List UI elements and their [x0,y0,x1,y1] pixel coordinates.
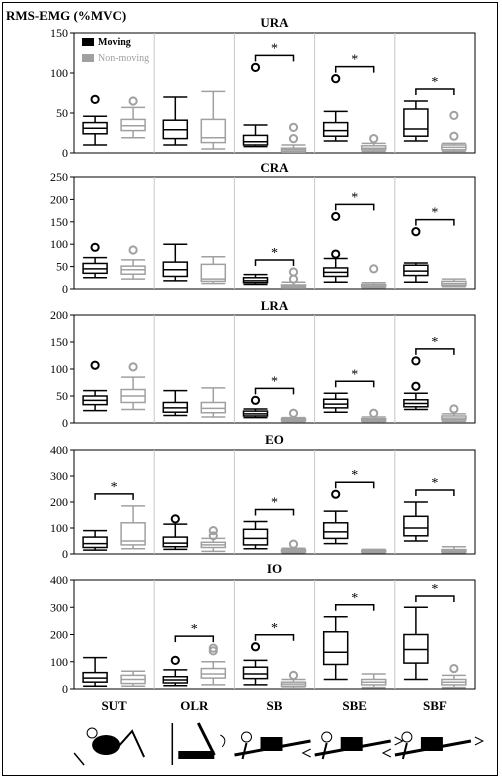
outlier-point [332,491,339,498]
y-tick-label: 50 [56,106,68,120]
y-tick-label: 400 [50,573,68,587]
box-moving-sb [244,643,268,685]
significance-bracket [336,468,374,488]
iqr-box [83,537,107,547]
box-non-moving-olr [201,645,225,685]
box-non-moving-sut [121,363,145,409]
outlier-point [290,672,297,679]
box-non-moving-sbf [442,547,466,553]
task-label-sbe: SBE [342,698,367,713]
box-moving-sbf [404,607,428,679]
significance-star: * [431,75,439,90]
outlier-point [450,133,457,140]
box-moving-sut [83,658,107,687]
outlier-point [92,362,99,369]
panel-io [50,561,475,696]
significance-star: * [190,622,198,638]
motion-arrow-left [383,749,391,757]
outlier-point [252,64,259,71]
box-moving-olr [163,515,187,549]
box-non-moving-sbe [362,135,386,151]
box-non-moving-sb [282,541,306,553]
box-non-moving-sb [282,410,306,422]
motion-arrow-right [395,737,403,745]
outlier-point [290,410,297,417]
box-non-moving-sbf [442,112,466,152]
panel-cra [50,160,475,296]
legend [82,37,149,64]
box-moving-sbf [404,357,428,409]
significance-star: * [351,52,359,68]
head [402,732,412,742]
panel-title: IO [266,561,283,576]
iqr-box [404,109,428,136]
significance-bracket [256,246,294,266]
box-moving-sut [83,96,107,145]
outlier-point [370,265,377,272]
y-tick-label: 100 [50,521,68,535]
panel-ura [50,15,475,160]
significance-bracket [256,41,294,61]
significance-star: * [351,367,359,383]
task-label-sbf: SBF [422,698,447,713]
y-tick-label: 0 [62,416,68,430]
y-tick-label: 100 [50,362,68,376]
box-non-moving-sbf [442,665,466,688]
legend-label: Moving [98,37,131,48]
head [242,732,252,742]
legend-label: Non-moving [98,53,150,64]
box-moving-sbf [404,101,428,141]
panel-title: URA [260,15,289,30]
significance-bracket [175,622,213,642]
significance-star: * [271,41,278,57]
y-tick-label: 0 [62,146,68,160]
y-tick-label: 0 [62,547,68,561]
outlier-point [130,97,137,104]
outlier-point [332,75,339,82]
outlier-point [332,250,339,257]
y-tick-label: 100 [50,66,68,80]
torso [178,751,214,759]
box-moving-sb [244,522,268,549]
y-tick-label: 100 [50,654,68,669]
significance-star: * [110,479,118,495]
legs [116,731,144,757]
significance-bracket [416,476,454,496]
y-tick-label: 150 [50,335,68,349]
box-non-moving-sbe [362,549,386,552]
box-moving-sb [244,275,268,285]
significance-bracket [336,367,374,387]
outlier-point [450,665,457,672]
outlier-point [252,397,259,404]
box-non-moving-sbe [362,674,386,688]
box-non-moving-sut [121,97,145,137]
box-non-moving-olr [201,527,225,551]
significance-bracket [336,190,374,210]
outlier-point [450,112,457,119]
box-moving-olr [163,657,187,686]
box-non-moving-sut [121,671,145,686]
y-tick-label: 100 [50,237,68,252]
one-leg-raise-figure [172,723,225,765]
significance-star: * [431,582,439,597]
box-moving-sbe [324,75,348,141]
outlier-point [290,541,297,548]
significance-star: * [431,205,439,221]
outlier-point [92,244,99,251]
significance-bracket [416,75,454,95]
box-moving-sut [83,244,107,278]
outlier-point [130,246,137,253]
head [322,732,332,742]
significance-bracket [416,335,454,355]
y-tick-label: 300 [50,600,68,615]
task-illustrations [74,723,483,765]
y-axis-label: RMS-EMG (%MVC) [6,8,127,23]
significance-star: * [431,476,439,491]
outlier-point [172,657,179,664]
motion-arrow [220,735,225,747]
outlier-point [290,124,297,131]
significance-bracket [336,591,374,611]
panels-group [50,15,475,696]
significance-bracket [95,480,133,500]
head [87,728,97,738]
box-moving-sbe [324,213,348,282]
support-arm [243,743,247,759]
task-label-sut: SUT [101,698,127,713]
side-bridge-figure [235,732,311,759]
outlier-point [290,135,297,142]
panel-lra [50,298,475,430]
raised-leg [198,723,214,755]
x-axis-task-labels [101,698,446,713]
box-non-moving-sb [282,268,306,288]
motion-arrow-right [475,737,483,745]
box-non-moving-sut [121,246,145,279]
outlier-point [412,383,419,390]
iqr-box [324,523,348,539]
outlier-point [450,405,457,412]
significance-star: * [271,495,278,511]
panel-eo [50,432,475,561]
significance-bracket [416,206,454,226]
torso [421,737,443,751]
y-tick-label: 150 [50,214,68,229]
box-non-moving-sbf [442,405,466,421]
significance-star: * [351,468,359,484]
box-moving-sbe [324,617,348,680]
legend-swatch [82,38,94,46]
arm [74,753,84,765]
box-moving-olr [163,97,187,145]
y-tick-label: 200 [50,308,68,322]
outlier-point [412,228,419,235]
iqr-box [201,402,225,412]
box-non-moving-sbe [362,265,386,287]
significance-star: * [271,374,278,390]
support-arm [323,743,327,759]
outlier-point [130,363,137,370]
task-label-olr: OLR [180,698,209,713]
y-tick-label: 50 [56,389,68,403]
legend-swatch [82,54,94,62]
box-moving-sb [244,397,268,418]
significance-bracket [416,582,454,602]
y-tick-label: 300 [50,469,68,483]
iqr-box [404,516,428,536]
box-non-moving-sb [282,672,306,688]
box-moving-sut [83,362,107,411]
iqr-box [244,529,268,545]
significance-bracket [256,374,294,394]
sit-up-figure [74,728,144,765]
outlier-point [370,135,377,142]
iqr-box [324,123,348,137]
box-moving-olr [163,391,187,416]
box-moving-sbf [404,228,428,282]
box-moving-sb [244,64,268,147]
y-tick-label: 200 [50,495,68,509]
y-tick-label: 250 [50,170,68,184]
box-moving-sbe [324,393,348,412]
box-non-moving-sut [121,506,145,549]
y-tick-label: 0 [62,282,68,296]
box-non-moving-olr [201,91,225,149]
y-tick-label: 150 [50,26,68,40]
outlier-point [290,268,297,275]
box-moving-olr [163,244,187,281]
box-non-moving-sb [282,124,306,152]
y-tick-label: 50 [56,259,68,274]
iqr-box [244,135,268,145]
torso [341,737,363,751]
panel-title: LRA [260,298,289,313]
box-non-moving-olr [201,257,225,284]
y-tick-label: 200 [50,192,68,207]
significance-star: * [271,620,278,636]
significance-star: * [431,334,439,350]
significance-bracket [256,496,294,516]
significance-star: * [351,190,359,206]
task-label-sb: SB [266,698,283,713]
y-tick-label: 400 [50,443,68,457]
box-moving-sut [83,531,107,551]
iqr-box [201,119,225,142]
motion-arrow-left [303,749,311,757]
outlier-point [370,410,377,417]
outlier-point [332,213,339,220]
box-moving-sbf [404,502,428,541]
support-arm [403,743,407,759]
significance-bracket [336,53,374,73]
box-non-moving-sbf [442,279,466,287]
significance-star: * [271,245,278,261]
torso [261,737,283,751]
outlier-point [172,515,179,522]
iqr-box [324,632,348,665]
outlier-point [252,643,259,650]
significance-star: * [351,590,359,606]
y-tick-label: 200 [50,627,68,642]
box-moving-sbe [324,491,348,544]
outlier-point [92,96,99,103]
y-tick-label: 0 [62,682,68,696]
side-bridge-flexion-figure [383,732,483,759]
significance-bracket [256,621,294,641]
panel-title: CRA [260,160,289,175]
iqr-box [244,667,268,678]
torso [92,735,120,755]
box-non-moving-olr [201,388,225,417]
panel-title: EO [265,432,284,447]
box-non-moving-sbe [362,410,386,422]
iqr-box [121,119,145,130]
outlier-point [412,357,419,364]
iqr-box [163,537,187,547]
